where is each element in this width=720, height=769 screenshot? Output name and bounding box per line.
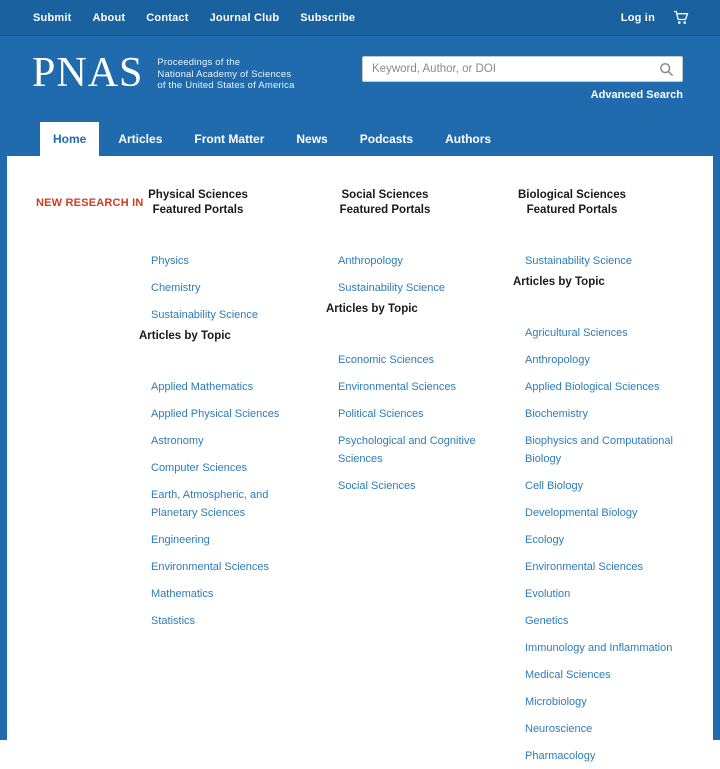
articles-by-topic-heading: Articles by Topic [326, 303, 418, 315]
utility-nav-link[interactable]: Subscribe [300, 11, 356, 24]
menu-link[interactable]: Sustainability Science [525, 255, 633, 267]
new-research-in-label: NEW RESEARCH IN [36, 197, 144, 209]
menu-link[interactable]: Earth, Atmospheric, and Planetary Sciences [151, 489, 269, 519]
list-item [151, 247, 304, 274]
megamenu-columns [7, 156, 713, 769]
menu-link[interactable]: Ecology [525, 534, 565, 546]
menu-link[interactable]: Environmental Sciences [338, 381, 457, 393]
column-heading-line-1: Physical Sciences [148, 189, 248, 201]
nav-tab[interactable]: Articles [118, 132, 163, 146]
nav-tab[interactable]: Front Matter [194, 132, 265, 146]
list-item [525, 553, 678, 580]
list-item [525, 400, 678, 427]
menu-link[interactable]: Social Sciences [338, 480, 416, 492]
menu-link[interactable]: Environmental Sciences [525, 561, 644, 573]
list-item [151, 274, 304, 301]
menu-link[interactable]: Computer Sciences [151, 462, 247, 474]
list-item [525, 580, 678, 607]
list-item [525, 661, 678, 688]
menu-link[interactable]: Applied Mathematics [151, 381, 254, 393]
list-item [525, 688, 678, 715]
megamenu-column-social-sciences [326, 188, 513, 769]
topics-list [513, 319, 678, 769]
magnifier-icon-glyph [659, 62, 674, 77]
tagline-line-3: of the United States of America [157, 80, 295, 91]
tagline-line-1: Proceedings of the [157, 57, 241, 68]
nav-tab[interactable]: Podcasts [359, 132, 414, 146]
menu-link[interactable]: Statistics [151, 615, 196, 627]
tagline [157, 57, 294, 92]
list-item [525, 373, 678, 400]
menu-link[interactable]: Evolution [525, 588, 571, 600]
menu-link[interactable]: Mathematics [151, 588, 214, 600]
menu-link[interactable]: Microbiology [525, 696, 587, 708]
list-item [151, 301, 304, 328]
search-icon[interactable] [654, 57, 678, 81]
column-heading-line-1: Social Sciences [341, 189, 429, 201]
pnas-logo: PNAS [32, 50, 144, 96]
menu-link[interactable]: Medical Sciences [525, 669, 611, 681]
list-item [525, 526, 678, 553]
topics-list [139, 373, 304, 634]
list-item [151, 454, 304, 481]
menu-link[interactable]: Physics [151, 255, 189, 267]
list-item [151, 481, 304, 526]
column-heading-line-1: Biological Sciences [517, 189, 626, 201]
menu-link[interactable]: Applied Biological Sciences [525, 381, 660, 393]
menu-link[interactable]: Sustainability Science [151, 309, 259, 321]
megamenu-panel [7, 156, 713, 769]
search-box [362, 56, 683, 82]
featured-portals-list [326, 247, 491, 301]
list-item [525, 346, 678, 373]
list-item [525, 472, 678, 499]
nav-tab[interactable]: Home [40, 122, 99, 156]
list-item [151, 373, 304, 400]
list-item [338, 472, 491, 499]
search-input[interactable] [363, 57, 682, 81]
column-heading-line-2: Featured Portals [526, 204, 618, 216]
menu-link[interactable]: Applied Physical Sciences [151, 408, 280, 420]
topics-list [326, 346, 491, 499]
featured-portals-list [513, 247, 678, 274]
brand[interactable] [32, 50, 295, 94]
megamenu-column-biological-sciences [513, 188, 700, 769]
list-item [525, 634, 678, 661]
menu-link[interactable]: Cell Biology [525, 480, 584, 492]
utility-nav-link[interactable]: About [92, 11, 126, 24]
list-item [525, 499, 678, 526]
list-item [151, 580, 304, 607]
login-link[interactable]: Log in [620, 11, 655, 24]
utility-nav-link[interactable]: Contact [146, 11, 189, 24]
list-item [525, 427, 678, 472]
list-item [151, 553, 304, 580]
menu-link[interactable]: Sustainability Science [338, 282, 446, 294]
menu-link[interactable]: Biochemistry [525, 408, 588, 420]
cart-icon[interactable] [673, 10, 690, 25]
list-item [525, 742, 678, 769]
list-item [338, 427, 491, 472]
advanced-search-link[interactable]: Advanced Search [590, 89, 683, 101]
list-item [338, 346, 491, 373]
list-item [338, 400, 491, 427]
list-item [525, 319, 678, 346]
column-heading-line-2: Featured Portals [339, 204, 431, 216]
menu-link[interactable]: Chemistry [151, 282, 201, 294]
menu-link[interactable]: Biophysics and Computational Biology [525, 435, 673, 465]
menu-link[interactable]: Developmental Biology [525, 507, 638, 519]
menu-link[interactable]: Environmental Sciences [151, 561, 270, 573]
menu-link[interactable]: Psychological and Cognitive Sciences [338, 435, 476, 465]
menu-link[interactable]: Neuroscience [525, 723, 593, 735]
menu-link[interactable]: Engineering [151, 534, 210, 546]
column-heading [513, 188, 631, 218]
menu-link[interactable]: Anthropology [338, 255, 403, 267]
megamenu-column-physical-sciences [139, 188, 326, 769]
menu-link[interactable]: Economic Sciences [338, 354, 434, 366]
menu-link[interactable]: Genetics [525, 615, 569, 627]
list-item [525, 607, 678, 634]
utility-nav-link[interactable]: Journal Club [209, 11, 280, 24]
featured-portals-list [139, 247, 304, 328]
column-heading-line-2: Featured Portals [152, 204, 244, 216]
nav-tab[interactable]: Authors [445, 132, 492, 146]
menu-link[interactable]: Immunology and Inflammation [525, 642, 673, 654]
list-item [525, 247, 678, 274]
menu-link[interactable]: Astronomy [151, 435, 204, 447]
list-item [338, 373, 491, 400]
site-header [0, 36, 720, 122]
utility-bar [0, 0, 720, 36]
main-nav [0, 122, 720, 156]
menu-link[interactable]: Agricultural Sciences [525, 327, 628, 339]
list-item [338, 274, 491, 301]
cart-icon-glyph [673, 10, 690, 25]
articles-by-topic-heading: Articles by Topic [139, 330, 231, 342]
list-item [151, 607, 304, 634]
menu-link[interactable]: Political Sciences [338, 408, 424, 420]
menu-link[interactable]: Pharmacology [525, 750, 596, 762]
column-heading [326, 188, 444, 218]
articles-by-topic-heading: Articles by Topic [513, 276, 605, 288]
utility-nav [33, 12, 355, 24]
nav-tab[interactable]: News [296, 132, 328, 146]
search-area [362, 56, 683, 101]
list-item [151, 400, 304, 427]
list-item [151, 526, 304, 553]
column-heading [139, 188, 257, 218]
list-item [525, 715, 678, 742]
utility-nav-link[interactable]: Submit [33, 11, 72, 24]
menu-link[interactable]: Anthropology [525, 354, 590, 366]
tagline-line-2: National Academy of Sciences [157, 68, 292, 80]
utility-bar-right [621, 10, 690, 25]
list-item [338, 247, 491, 274]
list-item [151, 427, 304, 454]
